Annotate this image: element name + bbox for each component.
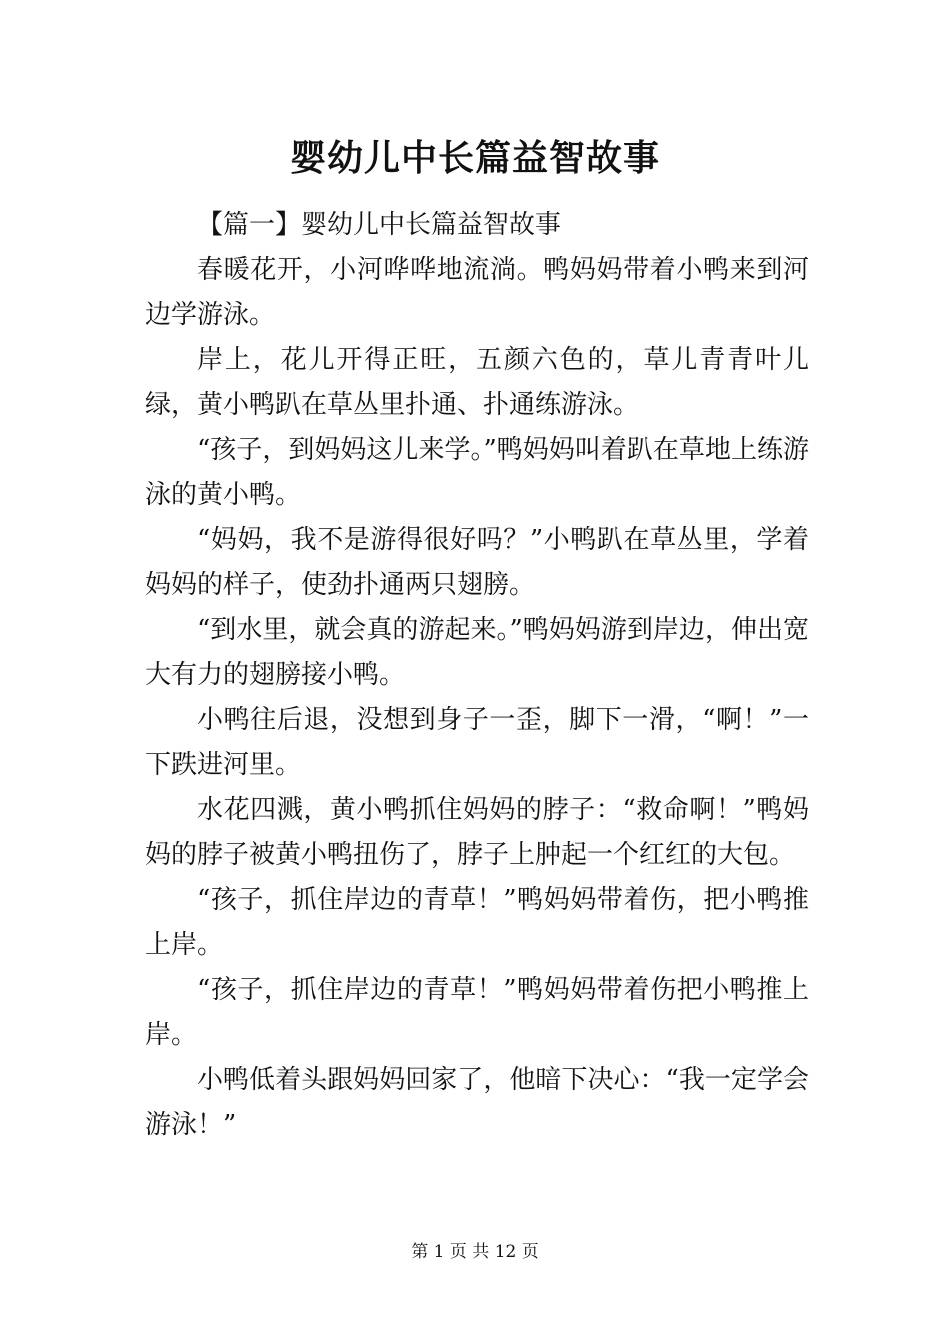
paragraph: “到水里，就会真的游起来。”鸭妈妈游到岸边，伸出宽大有力的翅膀接小鸭。 <box>145 615 809 690</box>
paragraph: 水花四溅，黄小鸭抓住妈妈的脖子：“救命啊！”鸭妈妈的脖子被黄小鸭扭伤了，脖子上肿起一个红红的大包。 <box>145 795 809 870</box>
document-body <box>145 203 809 1148</box>
paragraph: 小鸭低着头跟妈妈回家了，他暗下决心：“我一定学会游泳！” <box>145 1065 809 1140</box>
paragraph: “孩子，抓住岸边的青草！”鸭妈妈带着伤把小鸭推上岸。 <box>145 975 809 1050</box>
paragraph: 岸上，花儿开得正旺，五颜六色的，草儿青青叶儿绿，黄小鸭趴在草丛里扑通、扑通练游泳。 <box>145 345 809 420</box>
document-title: 婴幼儿中长篇益智故事 <box>289 137 660 179</box>
paragraph: 小鸭往后退，没想到身子一歪，脚下一滑，“啊！”一下跌进河里。 <box>145 705 809 780</box>
paragraph: “孩子，到妈妈这儿来学。”鸭妈妈叫着趴在草地上练游泳的黄小鸭。 <box>145 435 809 510</box>
paragraph: “孩子，抓住岸边的青草！”鸭妈妈带着伤，把小鸭推上岸。 <box>145 885 809 960</box>
paragraph: 春暖花开，小河哗哗地流淌。鸭妈妈带着小鸭来到河边学游泳。 <box>145 255 809 330</box>
paragraph-section-heading: 【篇一】婴幼儿中长篇益智故事 <box>197 210 562 240</box>
paragraph: “妈妈，我不是游得很好吗？”小鸭趴在草丛里，学着妈妈的样子，使劲扑通两只翅膀。 <box>145 525 809 600</box>
page-number-footer: 第 1 页 共 12 页 <box>411 1242 539 1262</box>
